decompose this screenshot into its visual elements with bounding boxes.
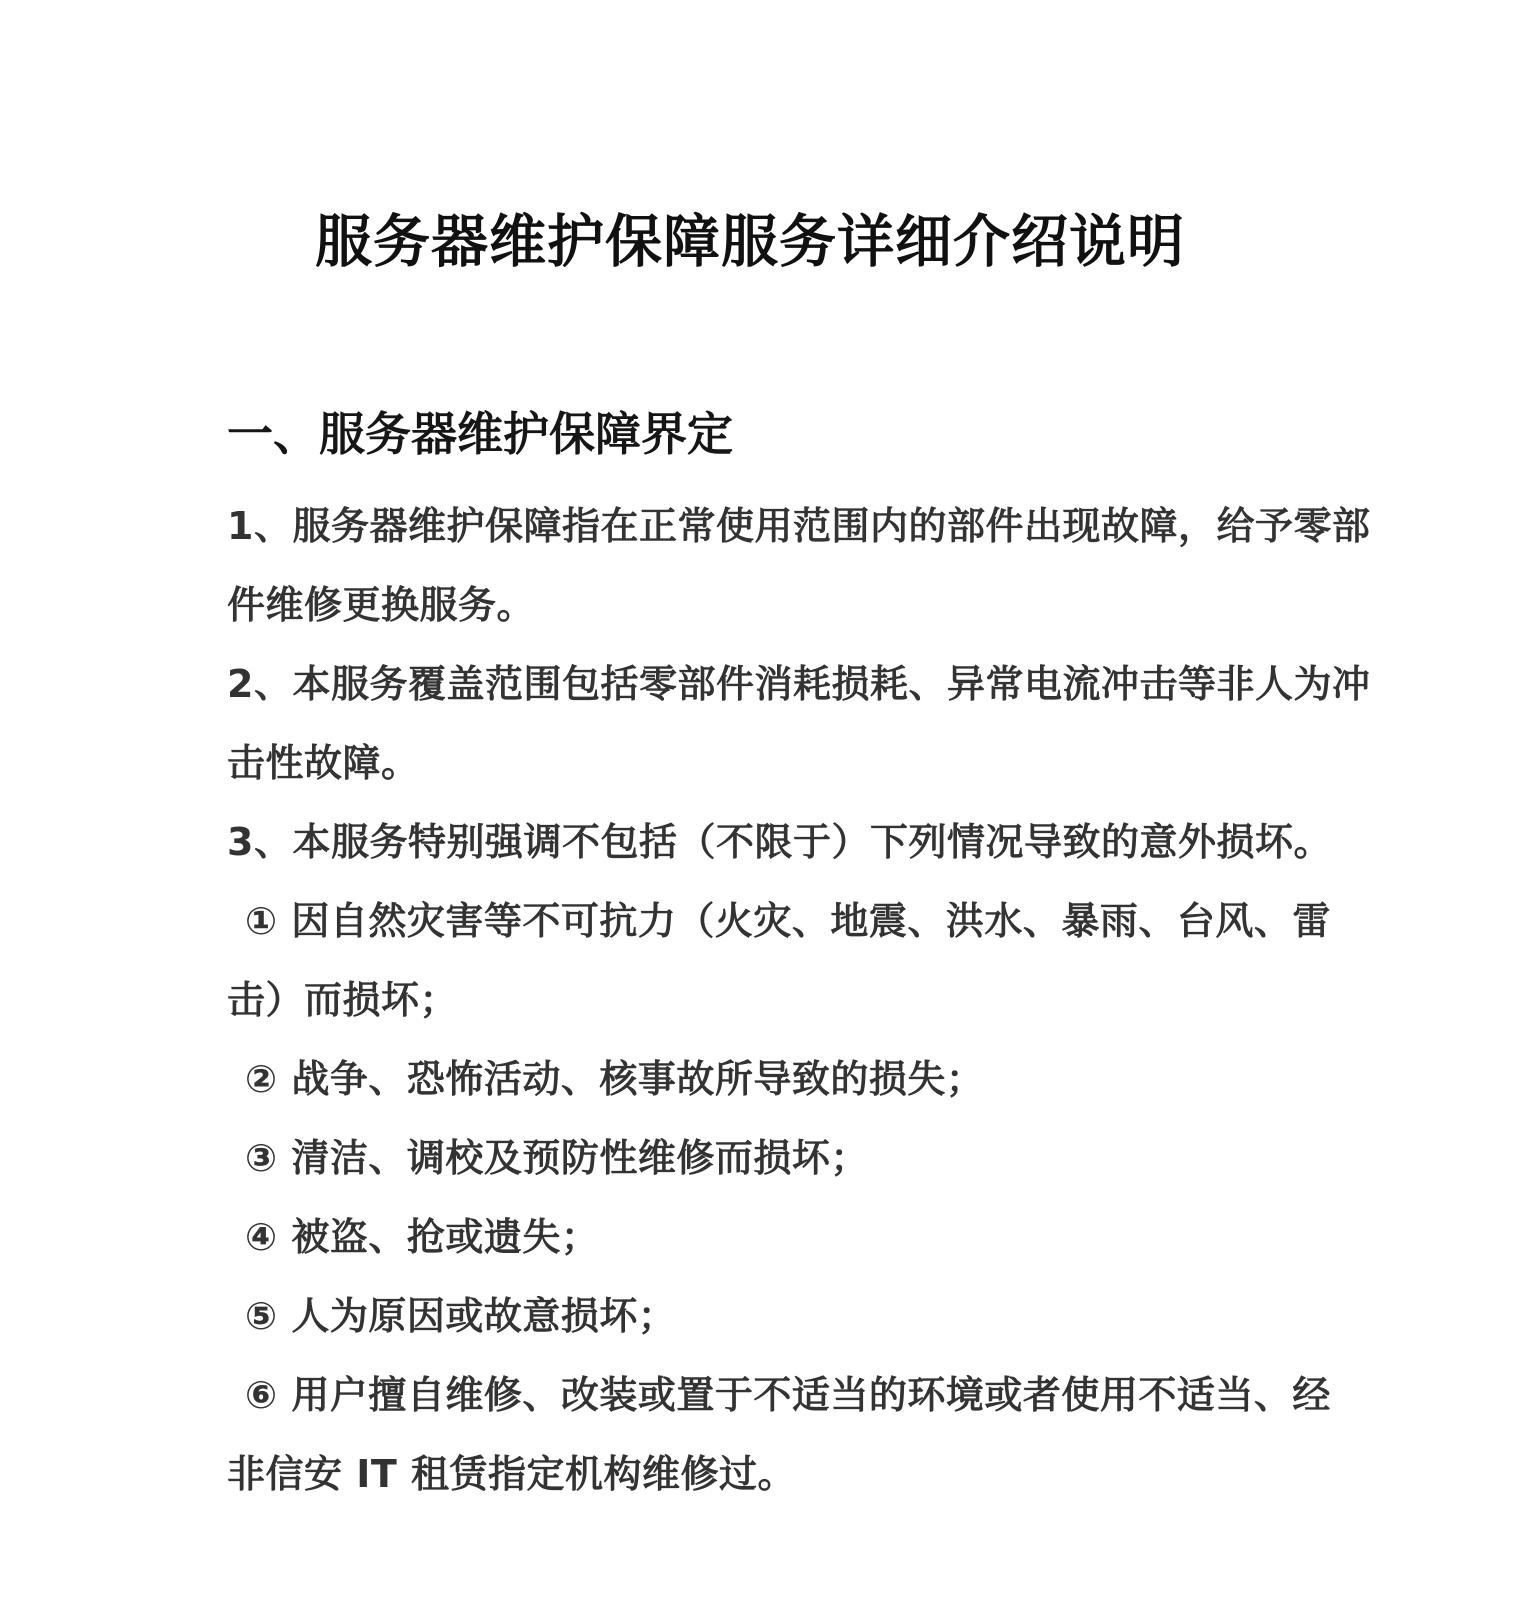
document-body [227,487,1371,1514]
section-heading: 一、服务器维护保障界定 [227,407,733,461]
body-line: 非信安 IT 租赁指定机构维修过。 [227,1452,797,1496]
body-line: ⑤ 人为原因或故意损坏； [245,1294,677,1338]
body-line: ⑥ 用户擅自维修、改装或置于不适当的环境或者使用不适当、经 [245,1373,1331,1417]
body-line: ④ 被盗、抢或遗失； [245,1215,600,1259]
body-line: 件维修更换服务。 [227,583,536,627]
body-line: ③ 清洁、调校及预防性维修而损坏； [245,1136,869,1180]
body-line: 击性故障。 [227,741,420,785]
body-line: 击）而损坏； [227,978,459,1022]
body-line: ② 战争、恐怖活动、核事故所导致的损失； [245,1057,985,1101]
body-line: 2、本服务覆盖范围包括零部件消耗损耗、异常电流冲击等非人为冲 [227,662,1371,706]
document-title: 服务器维护保障服务详细介绍说明 [315,209,1185,275]
body-line: 3、本服务特别强调不包括（不限于）下列情况导致的意外损坏。 [227,820,1332,864]
body-line: ① 因自然灾害等不可抗力（火灾、地震、洪水、暴雨、台风、雷 [245,899,1331,943]
body-line: 1、服务器维护保障指在正常使用范围内的部件出现故障，给予零部 [227,504,1371,548]
